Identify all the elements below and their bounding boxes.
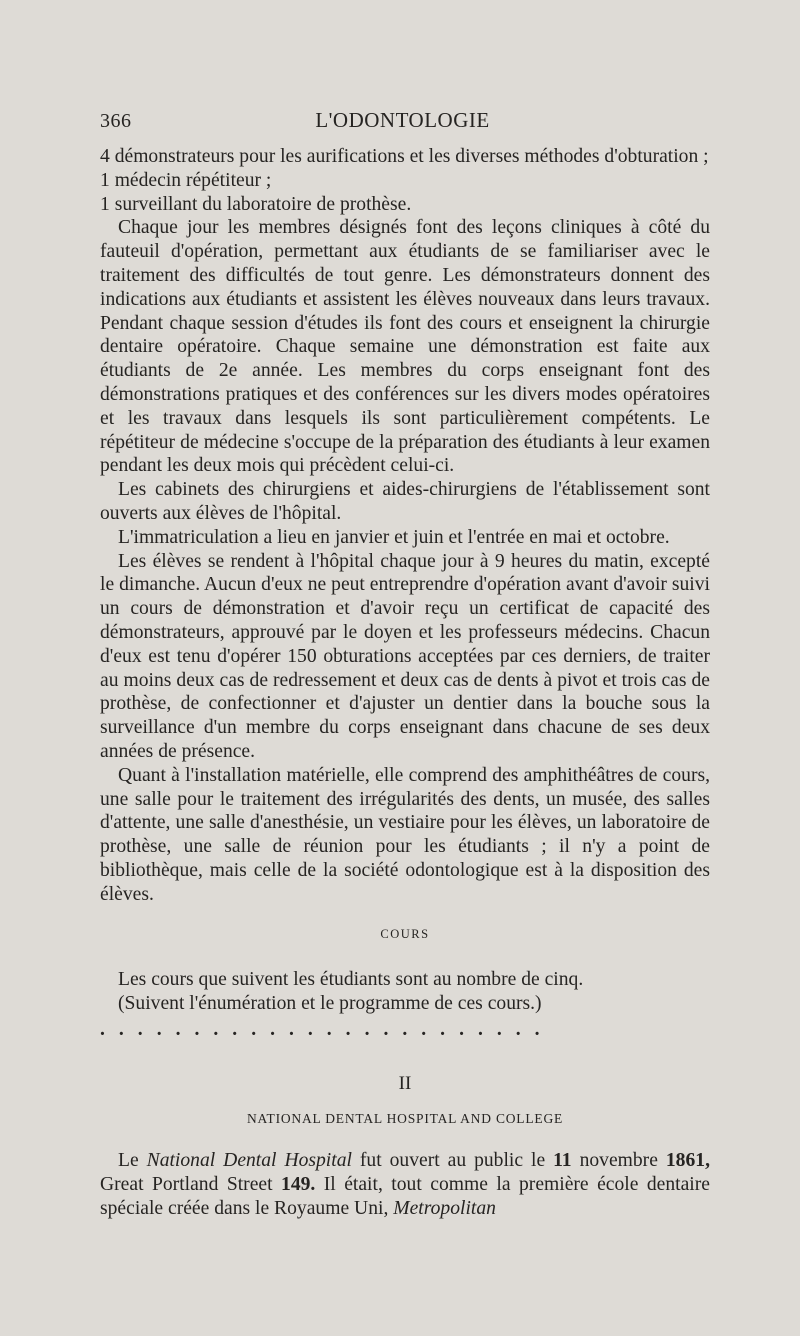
running-title: L'ODONTOLOGIE bbox=[315, 108, 490, 132]
paragraph-installation: Quant à l'installation matérielle, elle comprend des amphithéâtres de cours, une salle pour le traitement des irrégularités des dents, un musée, des salles d'attente, une salle d'anesthésie, un vestiaire pour les élèves, un laboratoire de prothèse, une salle de réunion pour les étudiants ; il n'y a point de bibliothèque, mais celle de la société odontologique est à la disposition des élèves. bbox=[100, 764, 710, 905]
text-run: Le bbox=[118, 1150, 139, 1172]
omission-dots: ........................ bbox=[100, 1018, 554, 1040]
text-run: novembre bbox=[579, 1150, 658, 1172]
body-text bbox=[100, 145, 710, 1221]
bold-street-number: 149. bbox=[281, 1174, 316, 1196]
italic-name: National Dental Hospital bbox=[146, 1150, 352, 1172]
paragraph-cours-count: Les cours que suivent les étudiants sont au nombre de cinq. bbox=[118, 969, 584, 991]
paragraph-cours-note: (Suivent l'énumération et le programme de ces cours.) bbox=[118, 993, 542, 1015]
paragraph-eleves: Les élèves se rendent à l'hôpital chaque jour à 9 heures du matin, excepté le dimanche. Aucun d'eux ne peut entreprendre d'opération avant d'avoir suivi un cours de démonstration et d'avoir reçu un certificat de capacité des démonstrateurs, approuvé par le doyen et les professeurs médecins. Chacun d'eux est tenu d'opérer 150 obturations acceptées par ces derniers, de traiter au moins deux cas de redressement et deux cas de dents à pivot et trois cas de prothèse, de confectionner et d'ajuster un dentier dans la bouche sous la surveillance d'un membre du corps enseignant dans chacune de ses deux années de présence. bbox=[100, 550, 710, 762]
section-number: II bbox=[398, 1072, 412, 1094]
bold-number: 11 bbox=[553, 1150, 572, 1172]
paragraph-surveillant: 1 surveillant du laboratoire de prothèse. bbox=[100, 193, 412, 215]
bold-year: 1861, bbox=[665, 1150, 710, 1172]
paragraph-immatriculation: L'immatriculation a lieu en janvier et juin et l'entrée en mai et octobre. bbox=[118, 526, 670, 548]
paragraph-demonstrateurs: 4 démonstrateurs pour les aurifications et les diverses méthodes d'obturation ; bbox=[100, 146, 709, 167]
page-number: 366 bbox=[100, 110, 132, 132]
text-run: fut ouvert au public le bbox=[359, 1150, 546, 1172]
page-header bbox=[100, 106, 705, 142]
section-title: NATIONAL DENTAL HOSPITAL AND COLLEGE bbox=[246, 1111, 564, 1127]
paragraph-medecin: 1 médecin répétiteur ; bbox=[100, 169, 272, 191]
text-run: Il était, tout comme la première école dentaire spéciale créée dans le Royaume Uni, bbox=[100, 1174, 710, 1219]
paragraph-cabinets: Les cabinets des chirurgiens et aides-chirurgiens de l'établissement sont ouverts aux élèves de l'hôpital. bbox=[100, 479, 710, 524]
text-run: Great Portland Street bbox=[100, 1174, 273, 1196]
italic-metropolitan: Metropolitan bbox=[393, 1197, 496, 1219]
section-heading-cours: COURS bbox=[380, 926, 430, 941]
paragraph-lecons: Chaque jour les membres désignés font des leçons cliniques à côté du fauteuil d'opération, permettant aux étudiants de se familiariser avec le traitement des difficultés de tout genre. Les démonstrateurs donnent des indications aux étudiants et assistent les élèves nouveaux dans leurs travaux. Pendant chaque session d'études ils font des cours et enseignent la chirurgie dentaire opératoire. Chaque semaine une démonstration est faite aux étudiants de 2e année. Les membres du corps enseignant font des démonstrations pratiques et des conférences sur les divers modes opératoires et les travaux dans lesquels ils sont particulièrement compétents. Le répétiteur de médecine s'occupe de la préparation des étudiants à leur examen pendant les deux mois qui précèdent celui-ci. bbox=[100, 217, 710, 477]
paragraph-national-dental bbox=[100, 1149, 710, 1220]
